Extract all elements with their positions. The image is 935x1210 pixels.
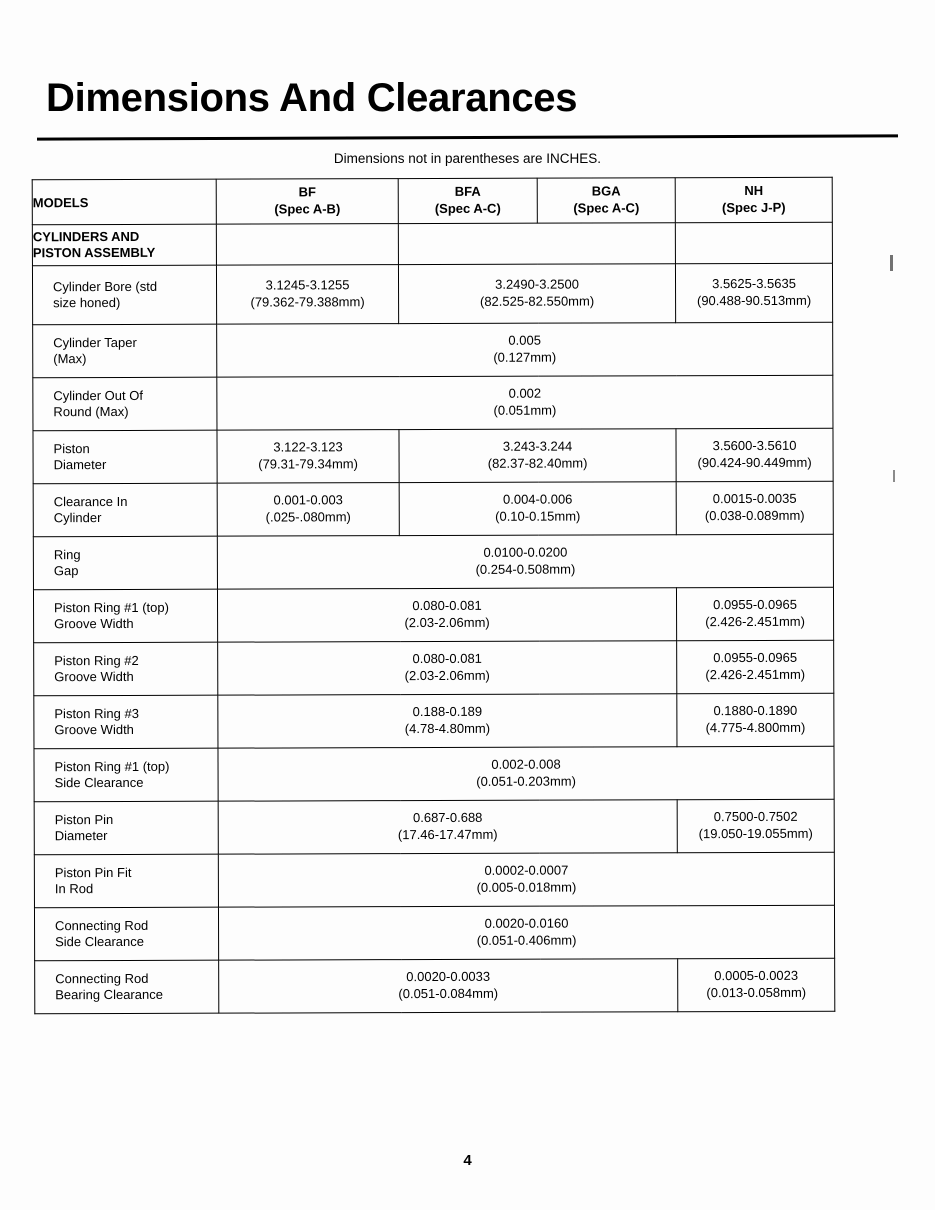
table-row: [34, 852, 834, 908]
specifications-table-wrapper: [32, 177, 835, 1015]
value-mm: (0.051-0.203mm): [476, 773, 576, 789]
row-label: [35, 960, 219, 1014]
value-inches: 0.002-0.008: [491, 756, 561, 772]
empty-cell: [398, 223, 675, 265]
value-inches: 0.001-0.003: [273, 492, 343, 508]
specifications-table: [32, 177, 836, 1015]
row-label-line2: size honed): [53, 294, 121, 311]
value-mm: (0.013-0.058mm): [706, 984, 807, 1001]
column-name: NH: [744, 183, 764, 199]
row-label: [34, 695, 218, 749]
value-mm: (2.426-2.451mm): [705, 666, 806, 683]
value-nh: [676, 428, 833, 481]
row-label-line2: Diameter: [54, 828, 108, 844]
units-note: Dimensions not in parentheses are INCHES.: [333, 151, 602, 166]
value-mm: (0.127mm): [493, 349, 557, 365]
table-row: [33, 481, 833, 537]
value-nh: [675, 263, 832, 322]
row-label: [33, 430, 217, 484]
row-label-line2: Groove Width: [54, 668, 134, 685]
row-label-line1: Cylinder Bore (std: [53, 278, 158, 294]
row-label-line1: Piston Pin Fit: [54, 864, 132, 880]
models-header: MODELS: [32, 179, 216, 225]
value-mm: (0.038-0.089mm): [704, 507, 805, 524]
table-row: [34, 905, 834, 961]
row-label-line1: Piston Ring #3: [54, 705, 139, 721]
row-label-line1: Piston: [53, 440, 90, 456]
value-nh: [678, 958, 835, 1011]
row-label-line1: Piston Ring #2: [54, 652, 139, 668]
value-mm: (0.051-0.406mm): [476, 932, 577, 948]
value-mm: (0.051-0.084mm): [398, 985, 499, 1002]
value-inches: 0.080-0.081: [412, 650, 482, 667]
column-spec: (Spec A-B): [274, 201, 341, 217]
row-label-line1: Piston Pin: [54, 811, 114, 827]
value-mm: (17.46-17.47mm): [397, 826, 498, 843]
column-header-bga: [537, 178, 675, 223]
row-label-line1: Ring: [53, 546, 81, 562]
value-inches: 0.188-0.189: [412, 703, 483, 720]
value-inches: 0.0955-0.0965: [713, 649, 798, 666]
row-label-line2: (Max): [53, 351, 87, 367]
value-mm: (4.78-4.80mm): [404, 720, 491, 737]
table-row: [33, 428, 833, 484]
value-mm: (82.37-82.40mm): [487, 455, 588, 471]
value-inches: 0.005: [508, 332, 541, 348]
value-mm: (90.424-90.449mm): [697, 454, 812, 471]
value-inches: 0.0005-0.0023: [714, 967, 799, 984]
value-bfa-bga: [399, 482, 676, 536]
row-label-line2: Side Clearance: [55, 933, 144, 950]
value-all-models: [218, 852, 834, 907]
value-bf: [217, 483, 399, 537]
table-row: [35, 958, 835, 1014]
value-inches: 0.0020-0.0033: [406, 968, 491, 985]
table-row: [33, 375, 833, 431]
column-name: BGA: [591, 183, 621, 199]
value-nh: [677, 693, 834, 746]
value-all-models: [217, 375, 833, 430]
section-header-row: [32, 222, 832, 266]
row-label-line2: Groove Width: [54, 615, 134, 632]
column-spec: (Spec A-C): [573, 200, 640, 216]
value-all-models: [218, 905, 834, 960]
row-label-line2: Gap: [53, 563, 79, 579]
value-all-models: [218, 746, 834, 801]
value-inches: 0.687-0.688: [412, 809, 483, 826]
value-inches: 3.5600-3.5610: [712, 437, 797, 454]
value-mm: (.025-.080mm): [265, 509, 351, 525]
title-divider: [37, 134, 898, 140]
empty-cell: [675, 222, 832, 263]
value-nh: [677, 640, 834, 693]
row-label-line2: Diameter: [53, 457, 107, 473]
row-label: [34, 801, 218, 855]
row-label: [34, 748, 218, 802]
row-label-line1: Cylinder Out Of: [53, 387, 143, 403]
column-spec: (Spec J-P): [721, 199, 786, 216]
value-bfa-bga: [399, 429, 676, 483]
row-label-line2: Bearing Clearance: [55, 986, 163, 1003]
value-mm: (0.005-0.018mm): [476, 879, 577, 895]
row-label-line2: Round (Max): [53, 403, 129, 420]
column-spec: (Spec A-C): [434, 200, 501, 216]
value-bfa-bga: [398, 264, 675, 324]
value-bf-bfa-bga: [219, 959, 678, 1013]
row-label-line2: Groove Width: [54, 721, 134, 738]
value-inches: 3.122-3.123: [273, 439, 343, 455]
column-name: BFA: [454, 183, 481, 200]
value-mm: (2.03-2.06mm): [404, 614, 490, 631]
page-number: 4: [463, 1152, 472, 1169]
value-all-models: [217, 534, 833, 589]
value-inches: 3.2490-3.2500: [495, 276, 579, 292]
table-row: [33, 587, 833, 643]
row-label-line1: Cylinder Taper: [53, 334, 137, 350]
value-inches: 0.7500-0.7502: [713, 808, 798, 825]
value-mm: (82.525-82.550mm): [479, 293, 595, 309]
value-mm: (0.10-0.15mm): [495, 508, 581, 524]
value-bf: [217, 430, 399, 484]
row-label: [34, 642, 218, 696]
row-label-line2: Side Clearance: [54, 774, 144, 791]
value-inches: 0.0955-0.0965: [713, 596, 797, 613]
value-nh: [677, 799, 834, 852]
value-mm: (2.03-2.06mm): [404, 667, 490, 684]
value-bf-bfa-bga: [218, 641, 677, 695]
table-row: [34, 693, 834, 749]
value-bf-bfa-bga: [217, 588, 676, 642]
row-label: [33, 536, 217, 590]
row-label-line1: Connecting Rod: [55, 970, 149, 986]
row-label: [32, 265, 216, 325]
value-inches: 0.1880-0.1890: [713, 702, 798, 719]
row-label: [33, 377, 217, 431]
row-label: [33, 483, 217, 537]
value-mm: (0.254-0.508mm): [475, 561, 576, 577]
row-label: [34, 907, 218, 961]
table-header-row: [32, 177, 832, 225]
column-header-bf: [216, 179, 398, 225]
row-label: [33, 324, 217, 378]
row-label: [34, 854, 218, 908]
value-inches: 0.004-0.006: [502, 491, 573, 507]
table-row: [32, 263, 832, 325]
row-label-line1: Clearance In: [53, 493, 128, 509]
value-mm: (0.051mm): [493, 402, 557, 418]
value-mm: (2.426-2.451mm): [705, 613, 805, 630]
table-row: [33, 322, 833, 378]
row-label-line1: Piston Ring #1 (top): [54, 599, 169, 615]
scan-artifact: [893, 470, 895, 482]
row-label-line1: Piston Ring #1 (top): [54, 758, 170, 774]
row-label-line1: Connecting Rod: [55, 917, 149, 933]
value-mm: (79.362-79.388mm): [250, 294, 365, 310]
value-bf-bfa-bga: [218, 800, 677, 854]
column-header-bfa: [398, 178, 537, 223]
column-name: BF: [298, 184, 316, 200]
column-header-nh: [675, 177, 832, 222]
value-mm: (79.31-79.34mm): [258, 456, 358, 472]
value-nh: [676, 481, 833, 534]
table-row: [34, 640, 834, 696]
value-inches: 0.080-0.081: [412, 597, 482, 614]
value-inches: 0.0002-0.0007: [484, 862, 569, 878]
value-mm: (90.488-90.513mm): [696, 292, 812, 309]
table-row: [34, 746, 834, 802]
value-mm: (19.050-19.055mm): [698, 825, 813, 842]
row-label-line2: Cylinder: [53, 510, 102, 526]
value-bf-bfa-bga: [218, 694, 677, 748]
value-inches: 0.0100-0.0200: [483, 544, 568, 560]
value-inches: 0.0020-0.0160: [484, 915, 569, 931]
value-bf: [216, 265, 398, 325]
value-inches: 3.1245-3.1255: [265, 277, 350, 293]
section-title-line1: CYLINDERS AND: [32, 228, 140, 245]
section-title-line2: PISTON ASSEMBLY: [32, 244, 156, 261]
value-inches: 3.5625-3.5635: [712, 275, 796, 292]
value-inches: 0.002: [508, 385, 542, 401]
row-label-line2: In Rod: [54, 881, 94, 897]
value-inches: 0.0015-0.0035: [712, 490, 797, 507]
row-label: [33, 589, 217, 643]
value-mm: (4.775-4.800mm): [705, 719, 806, 736]
value-all-models: [217, 322, 833, 377]
value-inches: 3.243-3.244: [502, 438, 573, 454]
empty-cell: [216, 224, 398, 266]
value-nh: [676, 587, 833, 640]
page-title: Dimensions And Clearances: [46, 76, 578, 120]
section-title: [32, 224, 216, 266]
table-row: [33, 534, 833, 590]
table-row: [34, 799, 834, 855]
scan-artifact: [890, 255, 893, 271]
